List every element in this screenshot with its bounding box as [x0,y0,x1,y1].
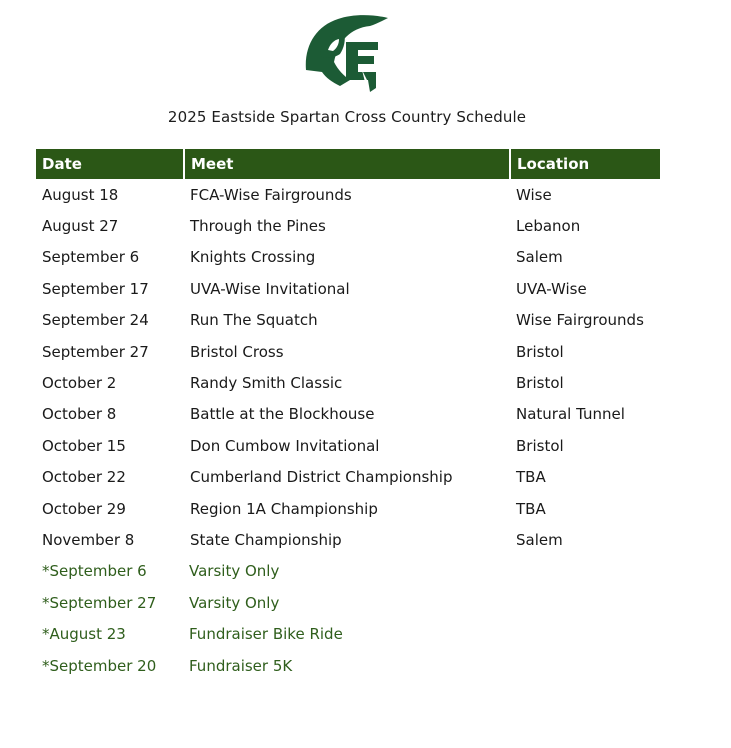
meet-cell: Run The Squatch [190,311,318,330]
date-cell: September 6 [42,248,140,267]
date-cell: October 15 [42,436,126,455]
note-text: Varsity Only [189,593,280,612]
spartan-helmet-logo [300,12,392,94]
location-cell: Salem [516,530,563,549]
meet-cell: Knights Crossing [190,248,316,267]
location-cell: Bristol [516,436,564,455]
date-cell: September 17 [42,279,149,298]
table-row [36,493,676,524]
table-row [36,210,676,241]
header-date: Date [36,149,183,179]
location-cell: TBA [516,468,546,487]
note-date: *September 20 [42,656,157,675]
location-cell: TBA [516,499,546,518]
note-row [36,587,676,618]
table-row [36,336,676,367]
table-row [36,524,676,555]
meet-cell: Don Cumbow Invitational [190,436,380,455]
date-cell: October 22 [42,468,126,487]
location-cell: Bristol [516,342,564,361]
location-cell: Bristol [516,374,564,393]
meet-cell: Battle at the Blockhouse [190,405,375,424]
schedule-table [36,149,676,681]
note-date: *September 6 [42,562,147,581]
table-row [36,179,676,210]
table-row [36,430,676,461]
note-row [36,618,676,649]
note-text: Varsity Only [189,562,280,581]
meet-cell: Through the Pines [190,217,326,236]
header-meet: Meet [183,149,509,179]
table-header [36,149,676,179]
table-row [36,305,676,336]
note-date: *August 23 [42,625,126,644]
date-cell: September 24 [42,311,149,330]
date-cell: October 29 [42,499,126,518]
meet-cell: Cumberland District Championship [190,468,453,487]
date-cell: October 2 [42,374,117,393]
location-cell: UVA-Wise [516,279,587,298]
date-cell: October 8 [42,405,117,424]
header-location: Location [509,149,660,179]
location-cell: Wise [516,185,552,204]
location-cell: Salem [516,248,563,267]
date-cell: August 18 [42,185,119,204]
meet-cell: Region 1A Championship [190,499,378,518]
note-date: *September 27 [42,593,157,612]
page-title: 2025 Eastside Spartan Cross Country Schedule [167,108,527,126]
location-cell: Wise Fairgrounds [516,311,644,330]
note-row [36,650,676,681]
meet-cell: Bristol Cross [190,342,284,361]
meet-cell: UVA-Wise Invitational [190,279,350,298]
date-cell: August 27 [42,217,119,236]
table-row [36,273,676,304]
table-row [36,399,676,430]
location-cell: Lebanon [516,217,581,236]
note-text: Fundraiser Bike Ride [189,625,343,644]
meet-cell: Randy Smith Classic [190,374,343,393]
meet-cell: State Championship [190,530,342,549]
location-cell: Natural Tunnel [516,405,625,424]
table-row [36,242,676,273]
date-cell: November 8 [42,530,135,549]
note-row [36,556,676,587]
meet-cell: FCA-Wise Fairgrounds [190,185,352,204]
table-row [36,367,676,398]
note-text: Fundraiser 5K [189,656,293,675]
table-row [36,462,676,493]
date-cell: September 27 [42,342,149,361]
